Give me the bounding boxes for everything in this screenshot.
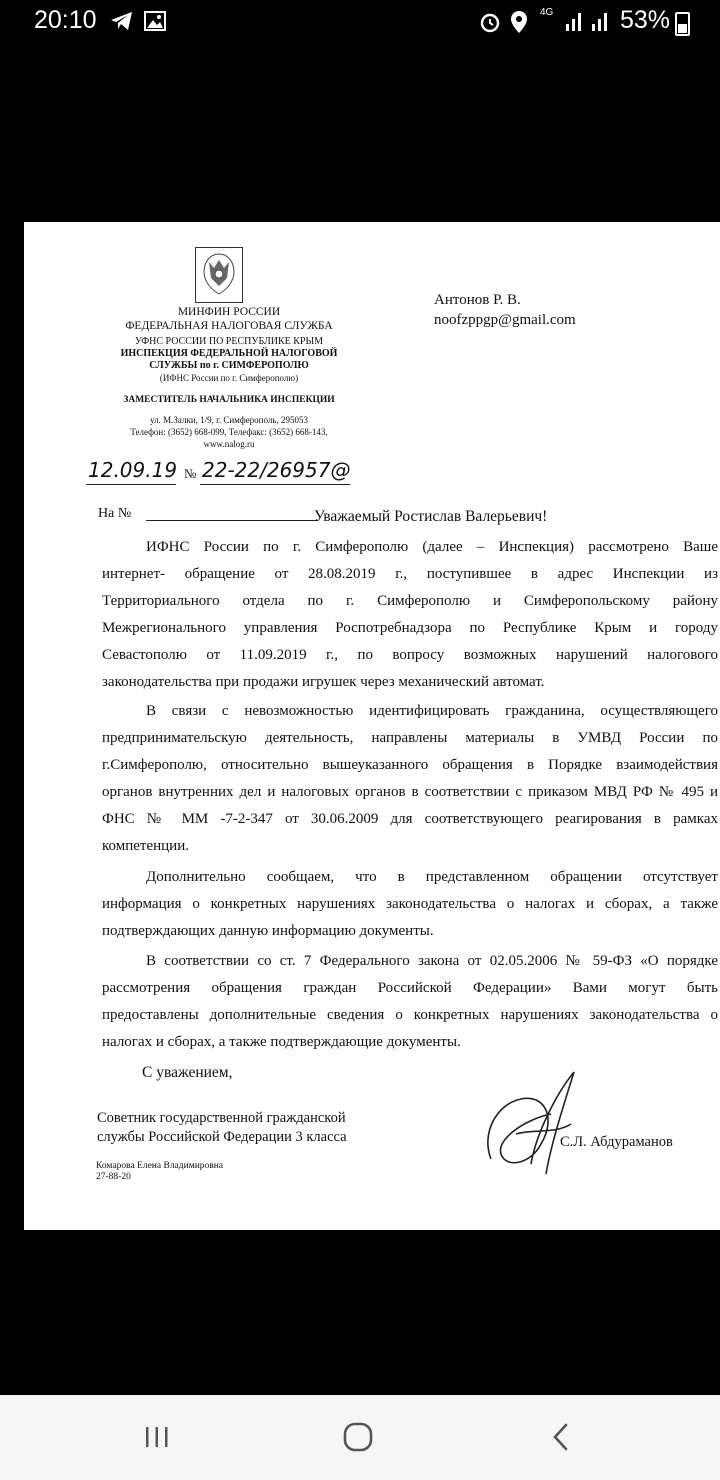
navigation-bar [0, 1395, 720, 1480]
paragraph-line: налогах и сборах, а также подтверждающие документы. [102, 1034, 461, 1050]
paragraph-line: Межрегионального управления Роспотребнадзора по Республике Крым и городу [102, 620, 718, 636]
paragraph-line: ИФНС России по г. Симферополю (далее – Инспекция) рассмотрено Ваше [146, 539, 718, 555]
letterhead-line: СЛУЖБЫ по г. СИМФЕРОПОЛЮ [149, 360, 309, 371]
battery-icon [675, 12, 690, 36]
signal-icon [564, 10, 584, 37]
home-icon[interactable] [333, 1417, 383, 1457]
signal-icon [590, 10, 610, 37]
paragraph-line: В связи с невозможностью идентифицировать гражданина, осуществляющего [146, 703, 718, 719]
paragraph-line: компетенции. [102, 838, 189, 854]
telegram-icon [110, 10, 134, 37]
paragraph-line: Дополнительно сообщаем, что в представленном обращении отсутствует [146, 869, 718, 885]
paragraph-line: предоставлены дополнительные сведения о конкретных нарушениях законодательства о [102, 1007, 718, 1023]
letterhead-line: www.nalog.ru [203, 439, 255, 449]
executor-name: Комарова Елена Владимировна [96, 1161, 224, 1171]
recipient-name: Антонов Р. В. [434, 292, 521, 308]
letterhead-line: ЗАМЕСТИТЕЛЬ НАЧАЛЬНИКА ИНСПЕКЦИИ [123, 395, 335, 405]
letterhead-line: (ИФНС России по г. Симферополю) [159, 373, 299, 383]
coat-of-arms-emblem [195, 247, 243, 303]
letterhead-line: Телефон: (3652) 668-099, Телефакс: (3652) 668-143, [130, 427, 328, 437]
salutation: Уважаемый Ростислав Валерьевич! [314, 508, 548, 525]
document-image [24, 222, 720, 1230]
paragraph-line: ФНС № ММ -7-2-347 от 30.06.2009 для соответствующего реагирования в рамках [102, 811, 718, 827]
registration-number: 22-22/26957@ [202, 458, 351, 482]
paragraph-line: г.Симферополю, относительно вышеуказанного обращения в Порядке взаимодействия [102, 757, 718, 773]
letterhead-line: МИНФИН РОССИИ [177, 306, 281, 318]
registration-date: 12.09.19 [88, 458, 178, 482]
paragraph-line: рассмотрения обращения граждан Российской Федерации» Вами могут быть [102, 980, 718, 996]
status-bar [0, 0, 720, 44]
gallery-icon [144, 10, 166, 37]
registration-number-label: № [184, 466, 197, 481]
letterhead-line: ФЕДЕРАЛЬНАЯ НАЛОГОВАЯ СЛУЖБА [125, 320, 333, 332]
letterhead-line: УФНС РОССИИ ПО РЕСПУБЛИКЕ КРЫМ [134, 336, 324, 347]
executor-phone: 27-88-20 [96, 1172, 131, 1182]
network-type: 4G [540, 7, 554, 18]
paragraph-line: интернет- обращение от 28.08.2019 г., поступившее в адрес Инспекции из [102, 566, 718, 582]
signer-title: службы Российской Федерации 3 класса [97, 1129, 347, 1145]
letterhead-line: ИНСПЕКЦИЯ ФЕДЕРАЛЬНОЙ НАЛОГОВОЙ [120, 348, 338, 359]
paragraph-line: Севастополю от 11.09.2019 г., по вопросу возможных нарушений налогового [102, 647, 718, 663]
paragraph-line: органов внутренних дел и налоговых органов в соответствии с приказом МВД РФ № 495 и [102, 784, 718, 800]
reference-label: На № [98, 506, 132, 521]
location-icon [510, 10, 528, 39]
paragraph-line: законодательства при продажи игрушек через механический автомат. [102, 674, 545, 690]
signer-title: Советник государственной гражданской [97, 1110, 346, 1126]
paragraph-line: предпринимательскую деятельность, направлены материалы в УМВД России по [102, 730, 718, 746]
status-time: 20:10 [34, 6, 97, 34]
paragraph-line: информация о конкретных нарушениях законодательства о налогах и сборах, а также [102, 896, 718, 912]
paragraph-line: подтверждающих данную информацию документы. [102, 923, 434, 939]
signer-name: С.Л. Абдураманов [560, 1134, 673, 1150]
paragraph-line: В соответствии со ст. 7 Федерального закона от 02.05.2006 № 59-ФЗ «О порядке [146, 953, 718, 969]
handwritten-signature [476, 1064, 586, 1189]
recipient-email: noofzppgp@gmail.com [434, 312, 576, 328]
recent-apps-icon[interactable] [132, 1417, 182, 1457]
back-icon[interactable] [535, 1417, 585, 1457]
closing: С уважением, [142, 1064, 233, 1081]
alarm-icon [478, 10, 502, 39]
letterhead-line: ул. М.Залки, 1/9, г. Симферополь, 295053 [150, 415, 308, 425]
battery-percentage: 53% [619, 6, 670, 34]
paragraph-line: Территориального отдела по г. Симферополю и Симферопольскому району [102, 593, 718, 609]
